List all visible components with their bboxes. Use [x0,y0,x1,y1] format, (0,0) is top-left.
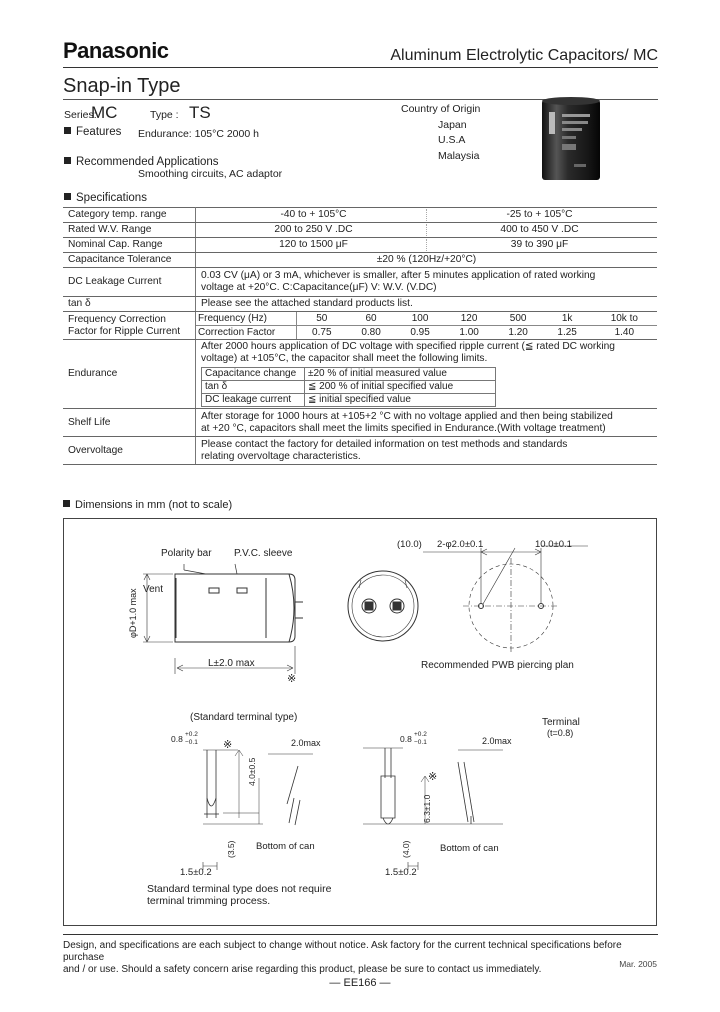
frequency-correction-table [196,312,657,339]
terminal-heading: Terminal [542,717,580,728]
cut-lead-width-plus: +0.2 [414,731,427,738]
type-label: Type : [150,109,179,121]
origin-heading: Country of Origin [401,103,481,115]
spec-label: Frequency Correction [68,313,166,325]
spec-label: tan δ [63,297,196,312]
max-2-label: 2.0max [291,738,321,748]
origin-country: Japan [438,118,467,131]
spec-label: Nominal Cap. Range [63,238,196,253]
applications-text: Smoothing circuits, AC adaptor [138,168,283,180]
cut-terminal-asterisk: ※ [428,771,438,783]
revision-date: Mar. 2005 [619,959,657,969]
series-label: Series: [64,109,97,121]
table-cell: 0.95 [410,326,430,338]
features-heading: Features [64,126,121,138]
spec-value: 400 to 450 V .DC [500,224,579,235]
table-cell: ≦ initial specified value [305,394,496,407]
spec-row-tan-delta [63,297,657,312]
lead-width-minus: −0.1 [185,739,198,746]
length-asterisk: ※ [287,673,297,685]
spec-value: voltage) at +105°C, the capacitor shall meet the following limits. [201,353,488,364]
spec-row-dc-leakage [63,268,657,297]
spec-value: at +20 °C, capacitors shall meet the limits specified in Endurance.(With voltage treatment) [201,422,606,434]
specifications-table [63,207,657,465]
spec-value: 0.03 CV (μA) or 3 mA, whichever is smaller, after 5 minutes application of rated working [201,270,596,281]
cut-terminal-depth-label: (4.0) [401,840,411,858]
origin-country: Malaysia [438,149,480,162]
spec-value: After storage for 1000 hours at +105+2 °C with no voltage applied and then being stabilized [201,410,613,422]
correction-factor-row [196,326,657,340]
endurance-limits-table [201,367,496,407]
capacitor-top-view [348,571,418,641]
table-cell: 120 [445,312,494,326]
spec-label: Category temp. range [63,208,196,223]
table-cell: ≦ 200 % of initial specified value [305,381,496,394]
brand-logo: Panasonic [63,38,169,63]
table-cell: 0.75 [312,326,332,338]
standard-terminal-label: (Standard terminal type) [190,712,298,723]
spec-row-nominal-cap [63,238,657,253]
spec-value: Please contact the factory for detailed information on test methods and standards [201,438,568,450]
spec-row-rated-wv [63,223,657,238]
spec-label: Endurance [63,340,196,409]
table-cell: 10k to [592,312,657,326]
lead-width-plus: +0.2 [185,731,198,738]
spec-value: 39 to 390 μF [510,239,569,250]
length-label: L±2.0 max [208,658,255,669]
cut-max-2-label: 2.0max [482,736,512,746]
terminal-thickness: (t=0.8) [547,728,574,738]
table-row [202,368,496,381]
applications-heading: Recommended Applications [64,156,219,168]
spec-row-frequency-correction [63,312,657,340]
terminal-pitch-label: 1.5±0.2 [180,867,212,878]
terminal-asterisk: ※ [223,739,233,751]
pcb-hole-dim-label: 2-φ2.0±0.1 [437,539,484,550]
table-row [202,381,496,394]
specifications-heading: Specifications [64,192,147,204]
terminal-note: Standard terminal type does not require [147,883,332,895]
dimensions-heading: Dimensions in mm (not to scale) [63,499,232,511]
spec-row-cap-tolerance [63,253,657,268]
table-cell: 1.40 [614,326,635,338]
table-cell: 1.25 [557,326,577,338]
terminal-note: terminal trimming process. [147,895,271,907]
footer-divider [63,934,658,935]
spec-label: Shelf Life [63,409,196,437]
frequency-row [196,312,657,326]
terminal-depth-label: (3.5) [226,840,236,858]
spec-label: Rated W.V. Range [63,223,196,238]
dimensions-drawing [63,518,657,926]
notice-line: and / or use. Should a safety concern arise regarding this product, please be sure to contact us immediately. [63,964,542,975]
polarity-bar-label: Polarity bar [161,548,212,559]
spec-row-overvoltage [63,437,657,465]
origin-country: U.S.A [438,134,466,146]
cut-lead-width-minus: −0.1 [414,739,427,746]
spec-row-endurance [63,340,657,409]
diameter-label: φD+1.0 max [128,588,138,638]
table-cell: 1.00 [459,326,479,338]
table-cell: ±20 % of initial measured value [305,368,496,381]
table-row [202,394,496,407]
features-text: Endurance: 105°C 2000 h [138,128,259,140]
spec-value: -40 to + 105°C [201,209,427,221]
series-value: MC [91,103,118,122]
spec-value: ±20 % (120Hz/+20°C) [196,253,658,268]
spec-value: After 2000 hours application of DC voltage with specified ripple current (≦ rated DC working [201,341,615,352]
spec-row-category-temp [63,208,657,223]
spec-value: Please see the attached standard products list. [196,297,658,312]
spec-value: 120 to 1500 μF [201,239,427,251]
cut-terminal-length-label: 6.3±1.0 [422,794,432,823]
pvc-sleeve-label: P.V.C. sleeve [234,548,293,559]
table-cell: Capacitance change [202,368,305,381]
page-subtitle: Snap-in Type [63,75,181,97]
header-divider [63,67,658,68]
pcb-dim-10-label: (10.0) [397,539,422,550]
type-value: TS [189,103,211,122]
bottom-of-can-label: Bottom of can [256,841,315,852]
table-cell: Frequency (Hz) [196,312,297,326]
footer-notice [63,940,663,976]
table-cell: DC leakage current [202,394,305,407]
table-cell: tan δ [202,381,305,394]
cut-bottom-of-can-label: Bottom of can [440,843,499,854]
table-cell: 1.20 [508,326,528,338]
pwb-caption: Recommended PWB piercing plan [421,660,574,671]
spec-value: voltage at +20°C. C:Capacitance(μF) V: W.V. (V.DC) [201,282,437,293]
spec-value: 200 to 250 V .DC [201,224,427,236]
page-number: — EE166 — [329,977,391,989]
table-cell: 500 [494,312,543,326]
cut-lead-width-label: 0.8 [400,734,412,744]
notice-line: Design, and specifications are each subject to change without notice. Ask factory for the current technical specifications before purchase [63,940,622,963]
spec-label: Factor for Ripple Current [68,325,181,337]
pwb-piercing-plan [423,546,588,654]
document-title: Aluminum Electrolytic Capacitors/ MC [390,47,658,64]
capacitor-photo [540,96,602,182]
spec-row-shelf-life [63,409,657,437]
spec-label: Overvoltage [63,437,196,465]
table-cell: 50 [297,312,347,326]
cut-terminal-pitch-label: 1.5±0.2 [385,867,417,878]
pcb-pitch-dim-label: 10.0±0.1 [535,539,572,550]
lead-width-label: 0.8 [171,734,183,744]
table-cell: 100 [396,312,445,326]
terminal-length-label: 4.0±0.5 [247,757,257,786]
standard-terminal-drawing [203,750,313,870]
table-cell: 60 [347,312,396,326]
spec-label: Capacitance Tolerance [63,253,196,268]
table-cell: Correction Factor [196,326,297,340]
table-cell: 1k [543,312,592,326]
spec-label: DC Leakage Current [63,268,196,297]
country-of-origin [401,102,480,164]
spec-value: relating overvoltage characteristics. [201,450,361,462]
vent-label: Vent [143,584,164,595]
spec-value: -25 to + 105°C [506,209,573,220]
table-cell: 0.80 [361,326,381,338]
